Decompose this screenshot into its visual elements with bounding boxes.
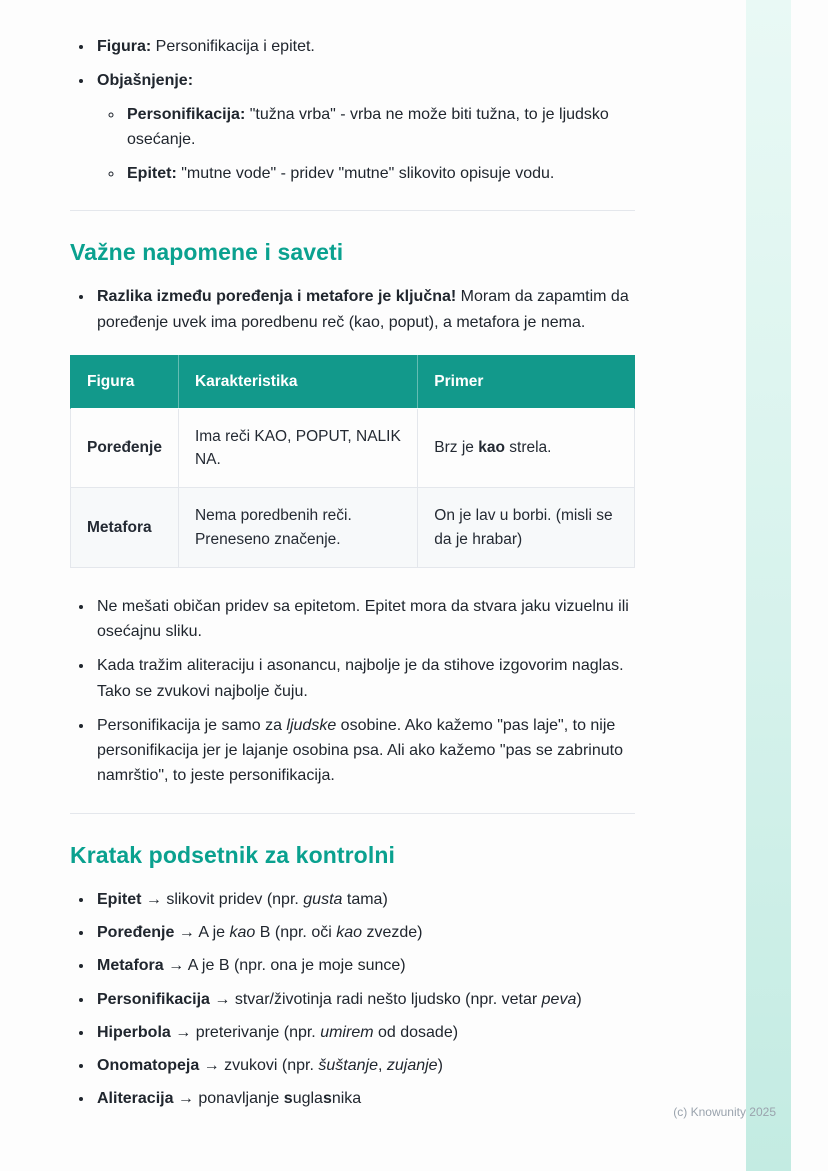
rich-text: Figura: Personifikacija i epitet. [97,38,315,55]
rich-text: Poređenje → A je kao B (npr. oči kao zvezde) [97,923,423,941]
rich-text: Onomatopeja → zvukovi (npr. šuštanje, zujanje) [97,1057,443,1075]
table-header-figura: Figura [71,355,179,408]
table-cell: Ima reči KAO, POPUT, NALIK NA. [178,408,417,488]
section-heading-reminder: Kratak podsetnik za kontrolni [70,841,395,868]
table-cell: Brz je kao strela. [418,408,635,488]
table-header-row [71,355,635,408]
list-item [124,102,635,153]
rich-text: Ne mešati običan pridev sa epitetom. Epitet mora da stvara jaku vizuelnu ili osećajnu sliku. [97,597,629,641]
list-item [94,713,635,789]
rich-text: Epitet → slikovit pridev (npr. gusta tama) [97,890,388,908]
rich-text: Personifikacija: "tužna vrba" - vrba ne može biti tužna, to je ljudsko osećanje. [127,105,609,148]
list-item [94,887,635,912]
list-item [94,1086,635,1111]
table-cell: Metafora [71,488,179,568]
table-header-primer: Primer [418,355,635,408]
table-header-karakteristika: Karakteristika [178,355,417,408]
table-cell: Nema poredbenih reči. Preneseno značenje. [178,488,417,568]
table-cell: On je lav u borbi. (misli se da je hrabar) [418,488,635,568]
rich-text: Kada tražim aliteraciju i asonancu, najbolje je da stihove izgovorim naglas. Tako se zvukovi najbolje čuju. [97,657,624,700]
table-row [71,488,635,568]
table-cell: Poređenje [71,408,179,488]
rich-text: Hiperbola → preterivanje (npr. umirem od dosade) [97,1023,459,1041]
section-heading-notes: Važne napomene i saveti [70,239,344,266]
intro-list [70,34,635,186]
rich-text: Personifikacija je samo za ljudske osobine. Ako kažemo "pas laje", to nije personifikacija jer je lajanje osobina psa. Ali ako kažemo "pas se zabrinuto namrštio", to jeste personifikacija. [97,716,623,785]
rich-text: Razlika između poređenja i metafore je ključna! Moram da zapamtim da poređenje uvek ima poredbenu reč (kao, poput), a metafora je nema. [97,288,629,331]
list-item [94,34,635,59]
list-item [94,68,635,186]
intro-sublist [97,102,635,187]
list-item [94,594,635,645]
list-item [94,1053,635,1078]
rich-text: Personifikacija → stvar/životinja radi nešto ljudsko (npr. vetar peva) [97,990,582,1008]
section-divider [70,210,635,211]
key-note-list [70,284,635,335]
decorative-side-stripe [746,0,791,1171]
list-item [94,1020,635,1045]
footer-copyright: (c) Knowunity 2025 [673,1105,776,1119]
figures-comparison-table [70,355,635,568]
rich-text: Aliteracija → ponavljanje suglasnika [97,1090,362,1108]
rich-text: Objašnjenje: [97,72,194,90]
list-item [94,987,635,1012]
table-row [71,408,635,488]
list-item [94,920,635,945]
list-item [94,284,635,335]
section-divider [70,813,635,814]
reminder-list [70,887,635,1112]
document-content [70,34,635,1120]
list-item [94,653,635,704]
rich-text: Metafora → A je B (npr. ona je moje sunce) [97,957,406,975]
notes-list [70,594,635,789]
list-item [124,161,635,186]
rich-text: Epitet: "mutne vode" - pridev "mutne" slikovito opisuje vodu. [127,165,555,183]
list-item [94,953,635,978]
